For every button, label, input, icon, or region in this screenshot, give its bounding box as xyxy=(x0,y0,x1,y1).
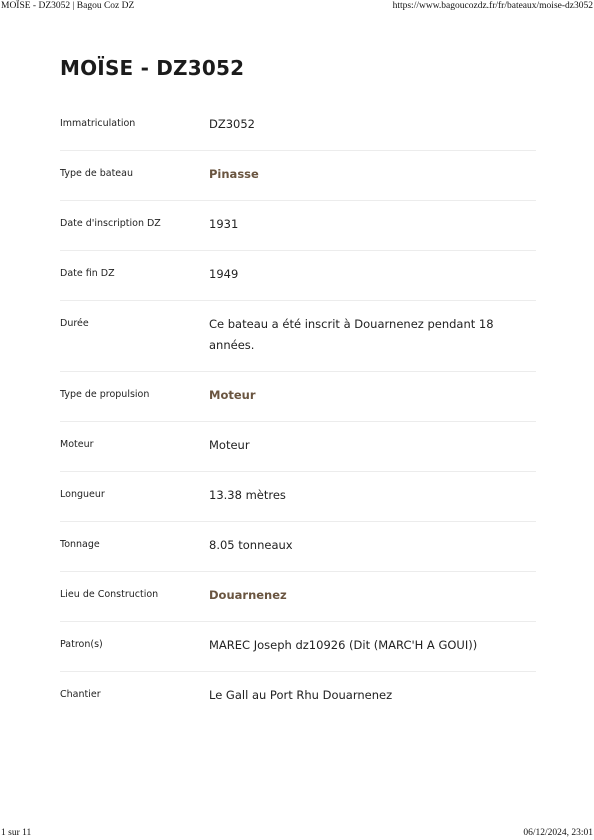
detail-value: Le Gall au Port Rhu Douarnenez xyxy=(209,688,393,702)
detail-value: Ce bateau a été inscrit à Douarnenez pendant 18 années. xyxy=(209,317,494,352)
detail-value: DZ3052 xyxy=(209,117,255,131)
detail-row-chantier xyxy=(60,672,536,721)
detail-label: Patron(s) xyxy=(60,639,103,650)
detail-label: Date fin DZ xyxy=(60,268,115,279)
detail-label: Longueur xyxy=(60,489,105,500)
propulsion-type-link[interactable]: Moteur xyxy=(209,388,256,402)
detail-row-type-propulsion xyxy=(60,372,536,422)
detail-row-moteur xyxy=(60,422,536,472)
detail-row-lieu-construction xyxy=(60,572,536,622)
print-header-title: MOÏSE - DZ3052 | Bagou Coz DZ xyxy=(1,1,135,11)
detail-label: Type de bateau xyxy=(60,168,133,179)
detail-row-duree xyxy=(60,301,536,372)
detail-label: Tonnage xyxy=(60,539,100,550)
print-footer-page: 1 sur 11 xyxy=(1,828,32,838)
detail-label: Lieu de Construction xyxy=(60,589,159,600)
detail-label: Moteur xyxy=(60,439,94,450)
detail-label: Chantier xyxy=(60,689,101,700)
boat-type-link[interactable]: Pinasse xyxy=(209,167,259,181)
detail-row-longueur xyxy=(60,472,536,522)
detail-row-type-de-bateau xyxy=(60,151,536,201)
detail-row-tonnage xyxy=(60,522,536,572)
page-title: MOÏSE - DZ3052 xyxy=(60,56,245,80)
detail-value: 8.05 tonneaux xyxy=(209,538,293,552)
detail-value: MAREC Joseph dz10926 (Dit (MARC'H A GOUI)) xyxy=(209,638,478,652)
detail-value: 1949 xyxy=(209,267,239,281)
print-footer xyxy=(0,826,594,840)
detail-row-date-inscription xyxy=(60,201,536,251)
detail-row-patrons xyxy=(60,622,536,672)
detail-value: Moteur xyxy=(209,438,250,452)
detail-row-date-fin xyxy=(60,251,536,301)
detail-label: Immatriculation xyxy=(60,118,136,129)
detail-value: 13.38 mètres xyxy=(209,488,286,502)
boat-details-list xyxy=(60,101,536,721)
detail-row-immatriculation xyxy=(60,101,536,151)
print-footer-datetime: 06/12/2024, 23:01 xyxy=(523,828,593,838)
detail-label: Type de propulsion xyxy=(60,389,150,400)
detail-value: 1931 xyxy=(209,217,239,231)
detail-label: Date d'inscription DZ xyxy=(60,218,161,229)
construction-place-link[interactable]: Douarnenez xyxy=(209,588,287,602)
print-header-url: https://www.bagoucozdz.fr/fr/bateaux/moise-dz3052 xyxy=(392,1,593,11)
detail-label: Durée xyxy=(60,318,89,329)
print-header xyxy=(0,0,594,14)
